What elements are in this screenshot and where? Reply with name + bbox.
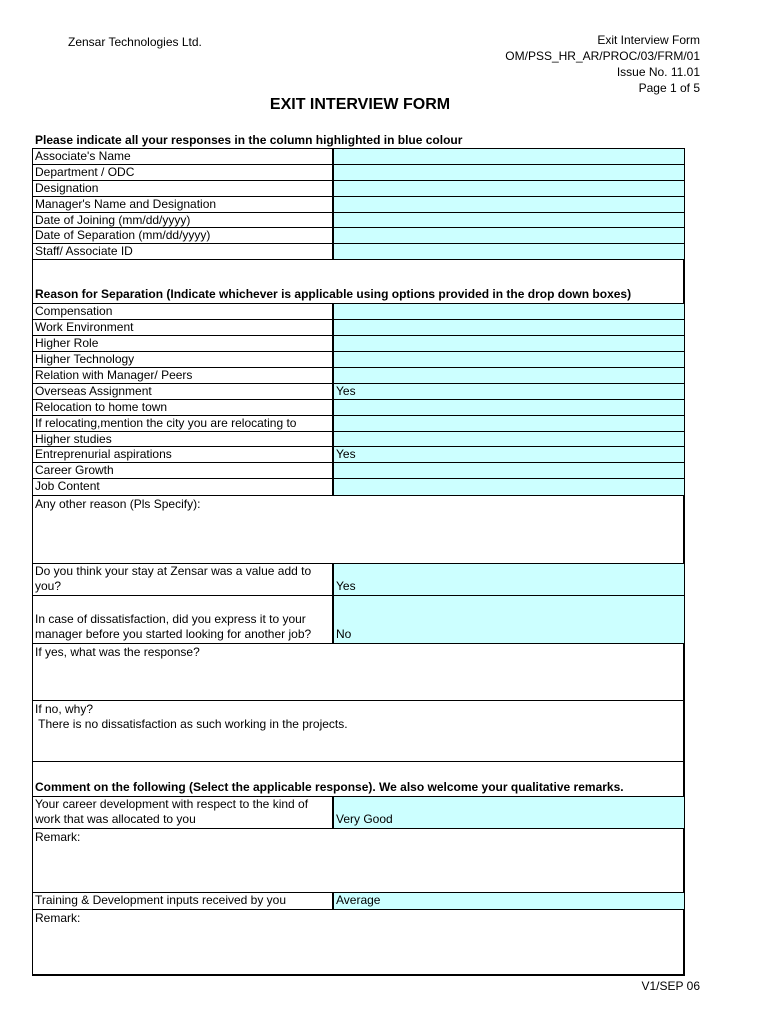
reason-dropdown[interactable]: [333, 320, 684, 336]
career-remark-row: [33, 829, 684, 893]
reason-row: [33, 432, 684, 447]
designation-input[interactable]: [333, 181, 684, 197]
dissatisfaction-dropdown[interactable]: No: [333, 596, 684, 644]
training-remark-field[interactable]: Remark:: [35, 911, 81, 925]
instruction-text: Please indicate all your responses in the column highlighted in blue colour: [35, 133, 463, 147]
relocation-city-input[interactable]: [333, 416, 684, 432]
reason-dropdown[interactable]: [333, 368, 684, 384]
reason-dropdown[interactable]: [333, 304, 684, 320]
field-label: Manager's Name and Designation: [33, 197, 333, 213]
reason-row: [33, 320, 684, 336]
document-code: OM/PSS_HR_AR/PROC/03/FRM/01: [505, 49, 700, 63]
reason-dropdown[interactable]: Yes: [333, 447, 684, 463]
date-separation-input[interactable]: [333, 228, 684, 244]
career-dropdown[interactable]: Very Good: [333, 797, 684, 829]
manager-input[interactable]: [333, 197, 684, 213]
form-name: Exit Interview Form: [597, 33, 700, 47]
reason-row: [33, 463, 684, 479]
question-label: Your career development with respect to the kind of work that was allocated to you: [33, 797, 333, 829]
separation-heading: Reason for Separation (Indicate whichever is applicable using options provided in the drop down boxes): [33, 260, 684, 304]
if-no-label: If no, why?: [35, 702, 94, 716]
if-yes-field[interactable]: If yes, what was the response?: [33, 644, 684, 701]
training-dropdown[interactable]: Average: [333, 893, 684, 910]
reason-dropdown[interactable]: Yes: [333, 384, 684, 400]
reason-label: Higher studies: [33, 432, 333, 447]
associate-id-input[interactable]: [333, 244, 684, 260]
field-label: Staff/ Associate ID: [33, 244, 333, 260]
field-label: Date of Separation (mm/dd/yyyy): [33, 228, 333, 244]
career-remark-field[interactable]: Remark:: [33, 829, 684, 893]
training-row: [33, 893, 684, 910]
field-label: Designation: [33, 181, 333, 197]
department-input[interactable]: [333, 165, 684, 181]
dissatisfaction-row: [33, 596, 684, 644]
reason-label: Higher Role: [33, 336, 333, 352]
reason-label: Work Environment: [33, 320, 333, 336]
reason-row: [33, 400, 684, 416]
reason-label: Relation with Manager/ Peers: [33, 368, 333, 384]
field-label: Department / ODC: [33, 165, 333, 181]
associate-id-row: [33, 244, 684, 260]
career-row: [33, 797, 684, 829]
reason-label: Entreprenurial aspirations: [33, 447, 333, 463]
associate-name-input[interactable]: [333, 149, 684, 165]
department-row: [33, 165, 684, 181]
reason-dropdown[interactable]: [333, 479, 684, 496]
date-joining-input[interactable]: [333, 213, 684, 228]
field-label: Date of Joining (mm/dd/yyyy): [33, 213, 333, 228]
reason-row: [33, 479, 684, 496]
if-yes-row: [33, 644, 684, 701]
value-add-dropdown[interactable]: Yes: [333, 564, 684, 596]
manager-row: [33, 197, 684, 213]
document-header: [505, 32, 700, 96]
other-reason-row: [33, 496, 684, 564]
reason-row: [33, 384, 684, 400]
value-add-row: [33, 564, 684, 596]
associate-name-row: [33, 149, 684, 165]
if-no-field[interactable]: [33, 701, 684, 762]
designation-row: [33, 181, 684, 197]
reason-row: [33, 336, 684, 352]
page-number: Page 1 of 5: [638, 81, 700, 95]
question-label: Do you think your stay at Zensar was a value add to you?: [33, 564, 333, 596]
date-joining-row: [33, 213, 684, 228]
reason-label: Compensation: [33, 304, 333, 320]
other-reason-field[interactable]: Any other reason (Pls Specify):: [33, 496, 684, 564]
training-remark-row: [33, 910, 684, 975]
question-label: In case of dissatisfaction, did you express it to your manager before you started looking for another job?: [33, 596, 333, 644]
comments-heading: Comment on the following (Select the applicable response). We also welcome your qualitative remarks.: [33, 762, 684, 797]
if-no-answer: There is no dissatisfaction as such working in the projects.: [35, 717, 348, 731]
reason-row: [33, 352, 684, 368]
reason-dropdown[interactable]: [333, 463, 684, 479]
reason-label: Higher Technology: [33, 352, 333, 368]
reason-row: [33, 304, 684, 320]
footer-version: V1/SEP 06: [641, 979, 700, 993]
reason-dropdown[interactable]: [333, 400, 684, 416]
issue-number: Issue No. 11.01: [616, 65, 700, 79]
reason-label: If relocating,mention the city you are relocating to: [33, 416, 333, 432]
reason-label: Career Growth: [33, 463, 333, 479]
reason-dropdown[interactable]: [333, 432, 684, 447]
exit-interview-form: [32, 148, 685, 976]
reason-label: Relocation to home town: [33, 400, 333, 416]
reason-row: [33, 447, 684, 463]
reason-label: Job Content: [33, 479, 333, 496]
reason-dropdown[interactable]: [333, 352, 684, 368]
form-title: EXIT INTERVIEW FORM: [269, 96, 451, 113]
reason-row: [33, 368, 684, 384]
reason-dropdown[interactable]: [333, 336, 684, 352]
separation-heading-row: [33, 260, 684, 304]
reason-row: [33, 416, 684, 432]
reason-label: Overseas Assignment: [33, 384, 333, 400]
comments-heading-row: [33, 762, 684, 797]
date-separation-row: [33, 228, 684, 244]
if-no-row: [33, 701, 684, 762]
question-label: Training & Development inputs received by you: [33, 893, 333, 910]
field-label: Associate's Name: [33, 149, 333, 165]
company-name: Zensar Technologies Ltd.: [68, 35, 202, 49]
